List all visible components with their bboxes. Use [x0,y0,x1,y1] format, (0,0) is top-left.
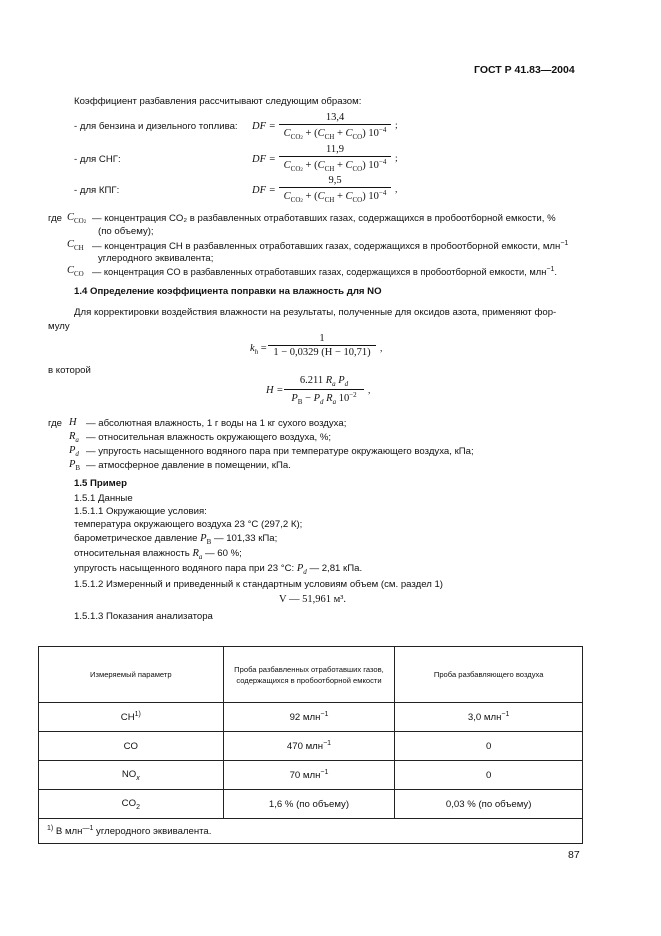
def-symbol-co: $C_{CO}$ [67,265,84,278]
df-end-1: ; [395,120,398,131]
kh-fraction [268,333,376,358]
h-denominator: $P_B - P_d$ $R_a$ $10^{-2}$ [284,389,364,406]
page-number: 87 [568,849,580,861]
df-fraction-1 [279,112,391,141]
volume-value: V — 51,961 м³. [279,594,347,605]
df-lhs-3: DF = [252,185,276,196]
def-text-ch-cont: углеродного эквивалента; [98,253,214,264]
table-header-row [39,647,583,703]
kh-end: , [380,343,383,354]
section-1-5-1-1: 1.5.1.1 Окружающие условия: [74,506,207,517]
sample-cell: 470 млн$^{-1}$ [223,732,395,761]
section-1-5-1: 1.5.1 Данные [74,493,133,504]
intro-text: Коэффициент разбавления рассчитывают следующим образом: [74,96,362,107]
var-symbol-ra: $R_a$ [69,431,79,444]
table-row [39,790,583,819]
kh-numerator: 1 [319,333,325,344]
h-numerator: 6.211 $R_a$ $P_d$ [299,375,349,388]
var-text-pd: — упругость насыщенного водяного пара при температуре окружающего воздуха, кПа; [86,446,474,457]
df-lhs-2: DF = [252,154,276,165]
param-cell: $NO_x$ [39,761,224,790]
df-fraction-2 [279,144,391,173]
var-symbol-h: H [69,417,77,428]
def-text-co2: — концентрация CO₂ в разбавленных отработавших газах, содержащихся в пробоотборной емкости, % [92,213,556,224]
def-text-ch: — концентрация CH в разбавленных отработавших газах, содержащихся в пробоотборной емкости, млн$^{-1}$ [92,240,569,252]
def-symbol-co2: $C_{CO2}$ [67,212,87,225]
document-id: ГОСТ Р 41.83—2004 [474,64,575,76]
param-cell: CO [39,732,224,761]
table-row [39,732,583,761]
analyzer-readings-table [38,646,583,844]
var-symbol-pb: $P_B$ [69,459,81,472]
df-denominator-1: $C_{CO2} + (C_{CH} + C_{CO})$ $10^{-4}$ [279,124,391,141]
df-end-2: ; [395,153,398,164]
section-1-5-title: 1.5 Пример [74,478,127,489]
df-lhs-1: DF = [252,121,276,132]
kh-lhs: $k_h$ = [250,343,267,356]
barometric-line: барометрическое давление $P_B$ — 101,33 кПа; [74,533,278,546]
df-numerator-2: 11,9 [326,144,344,155]
air-cell: 3,0 млн$^{-1}$ [395,703,583,732]
where-word: где [48,213,63,224]
table-footnote: $^{1)}$ В млн$^{—1}$ углеродного эквивалента. [39,819,583,844]
temperature-line: температура окружающего воздуха 23 °С (297,2 К); [74,519,303,530]
header-parameter: Измеряемый параметр [39,647,224,703]
def-text-co2-cont: (по объему); [98,226,154,237]
var-symbol-pd: $P_d$ [69,445,79,458]
df-label-1: - для бензина и дизельного топлива: [74,121,238,132]
var-text-ra: — относительная влажность окружающего воздуха, %; [86,432,332,443]
df-label-3: - для КПГ: [74,185,120,196]
table-row [39,761,583,790]
df-denominator-2: $C_{CO2} + (C_{CH} + C_{CO})$ $10^{-4}$ [279,156,391,173]
section-1-4-para-1: Для корректировки воздействия влажности на результаты, полученные для оксидов азота, применяют фор- [74,307,557,318]
sample-cell: 1,6 % (по объему) [223,790,395,819]
table-row [39,703,583,732]
df-label-2: - для СНГ: [74,154,121,165]
where-word-2: где [48,418,63,429]
df-numerator-1: 13,4 [325,112,345,123]
vapor-pressure-line: упругость насыщенного водяного пара при 23 °С: $P_d$ — 2,81 кПа. [74,563,363,576]
section-1-5-1-2: 1.5.1.2 Измеренный и приведенный к стандартным условиям объем (см. раздел 1) [74,579,444,590]
sample-cell: 92 млн$^{-1}$ [223,703,395,732]
df-numerator-3: 9,5 [328,175,342,186]
air-cell: 0 [395,732,583,761]
air-cell: 0 [395,761,583,790]
df-denominator-3: $C_{CO2} + (C_{CH} + C_{CO})$ $10^{-4}$ [279,187,391,204]
in-which-text: в которой [48,365,91,376]
section-1-5-1-3: 1.5.1.3 Показания анализатора [74,611,213,622]
h-lhs: H = [266,385,284,396]
param-cell: CH$^{1)}$ [39,703,224,732]
header-sample: Проба разбавленных отработавших газов, содержащихся в пробоотборной емкости [223,647,395,703]
air-cell: 0,03 % (по объему) [395,790,583,819]
section-1-4-para-2: мулу [48,321,70,332]
relative-humidity-line: относительная влажность $R_a$ — 60 %; [74,548,242,561]
param-cell: $CO_2$ [39,790,224,819]
kh-denominator: 1 − 0,0329 (H − 10,71) [268,345,376,358]
var-text-pb: — атмосферное давление в помещении, кПа. [86,460,291,471]
h-fraction [284,375,364,406]
header-air: Проба разбавляющего воздуха [395,647,583,703]
section-1-4-title: 1.4 Определение коэффициента поправки на влажность для NO [74,286,382,297]
sample-cell: 70 млн$^{-1}$ [223,761,395,790]
table-footnote-row [39,819,583,844]
df-fraction-3 [279,175,391,204]
var-text-h: — абсолютная влажность, 1 г воды на 1 кг сухого воздуха; [86,418,347,429]
def-text-co: — концентрация CO в разбавленных отработавших газах, содержащихся в пробоотборной емкости, млн$^{-1}$. [92,266,557,277]
h-end: , [368,385,371,396]
df-end-3: , [395,184,398,195]
def-symbol-ch: $C_{CH}$ [67,239,84,252]
